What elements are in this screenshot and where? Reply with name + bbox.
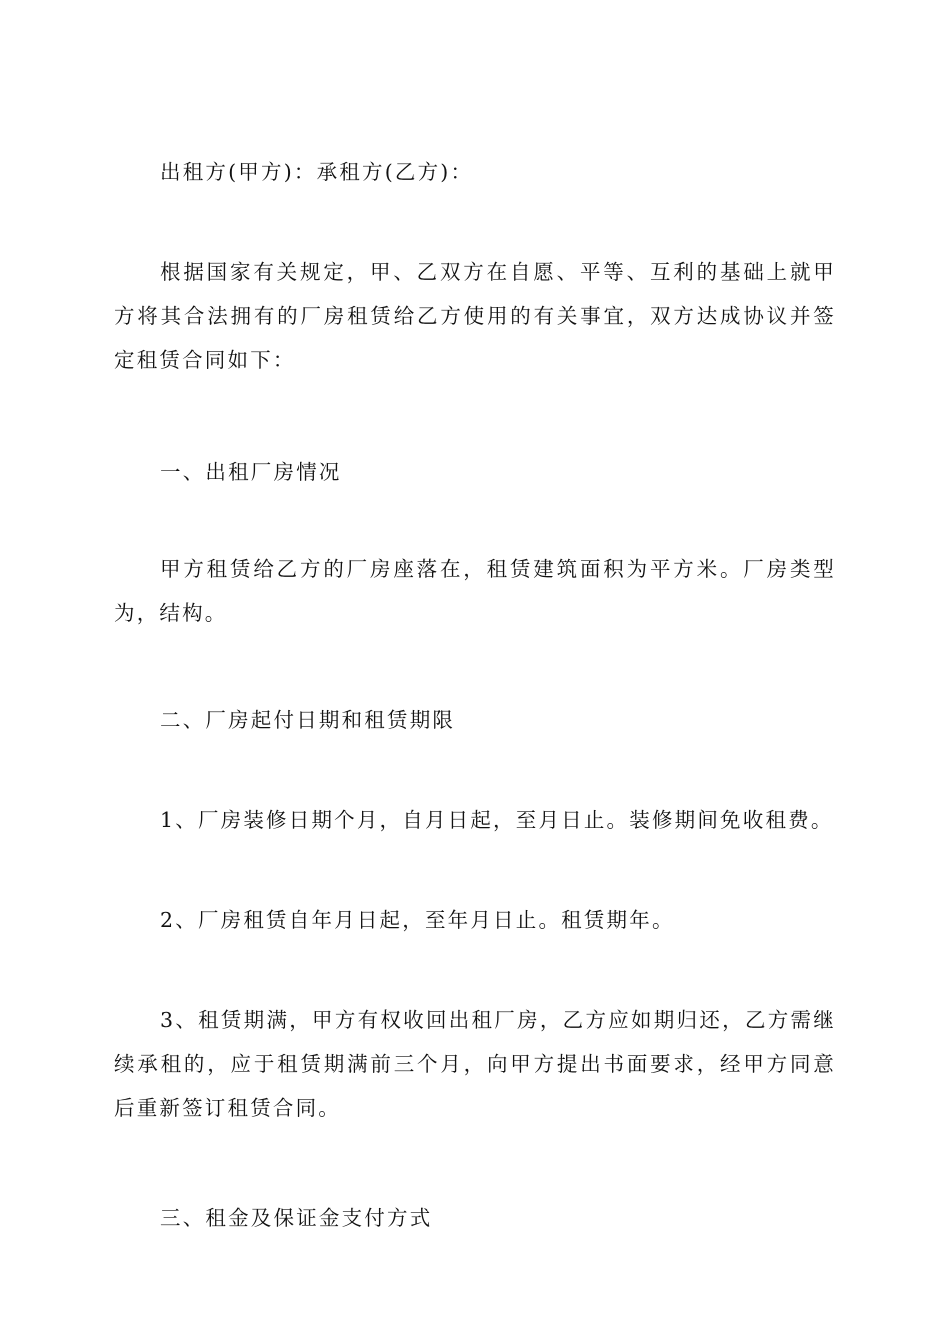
clause-2-1: 1、厂房装修日期个月，自月日起，至月日止。装修期间免收租费。 — [160, 808, 834, 832]
section-1-paragraph: 甲方租赁给乙方的厂房座落在，租赁建筑面积为平方米。厂房类型为，结构。 — [114, 557, 836, 625]
section-heading-2: 二、厂房起付日期和租赁期限 — [160, 708, 456, 732]
section-heading-3: 三、租金及保证金支付方式 — [160, 1206, 433, 1230]
section-heading-1: 一、出租厂房情况 — [160, 460, 342, 484]
preamble-paragraph: 根据国家有关规定，甲、乙双方在自愿、平等、互利的基础上就甲方将其合法拥有的厂房租赁给乙方使用的有关事宜，双方达成协议并签定租赁合同如下： — [114, 260, 836, 372]
clause-2-3: 3、租赁期满，甲方有权收回出租厂房，乙方应如期归还，乙方需继续承租的，应于租赁期满前三个月，向甲方提出书面要求，经甲方同意后重新签订租赁合同。 — [114, 1008, 836, 1120]
clause-2-2: 2、厂房租赁自年月日起，至年月日止。租赁期年。 — [160, 908, 675, 932]
parties-line: 出租方(甲方)：承租方(乙方)： — [160, 160, 474, 184]
